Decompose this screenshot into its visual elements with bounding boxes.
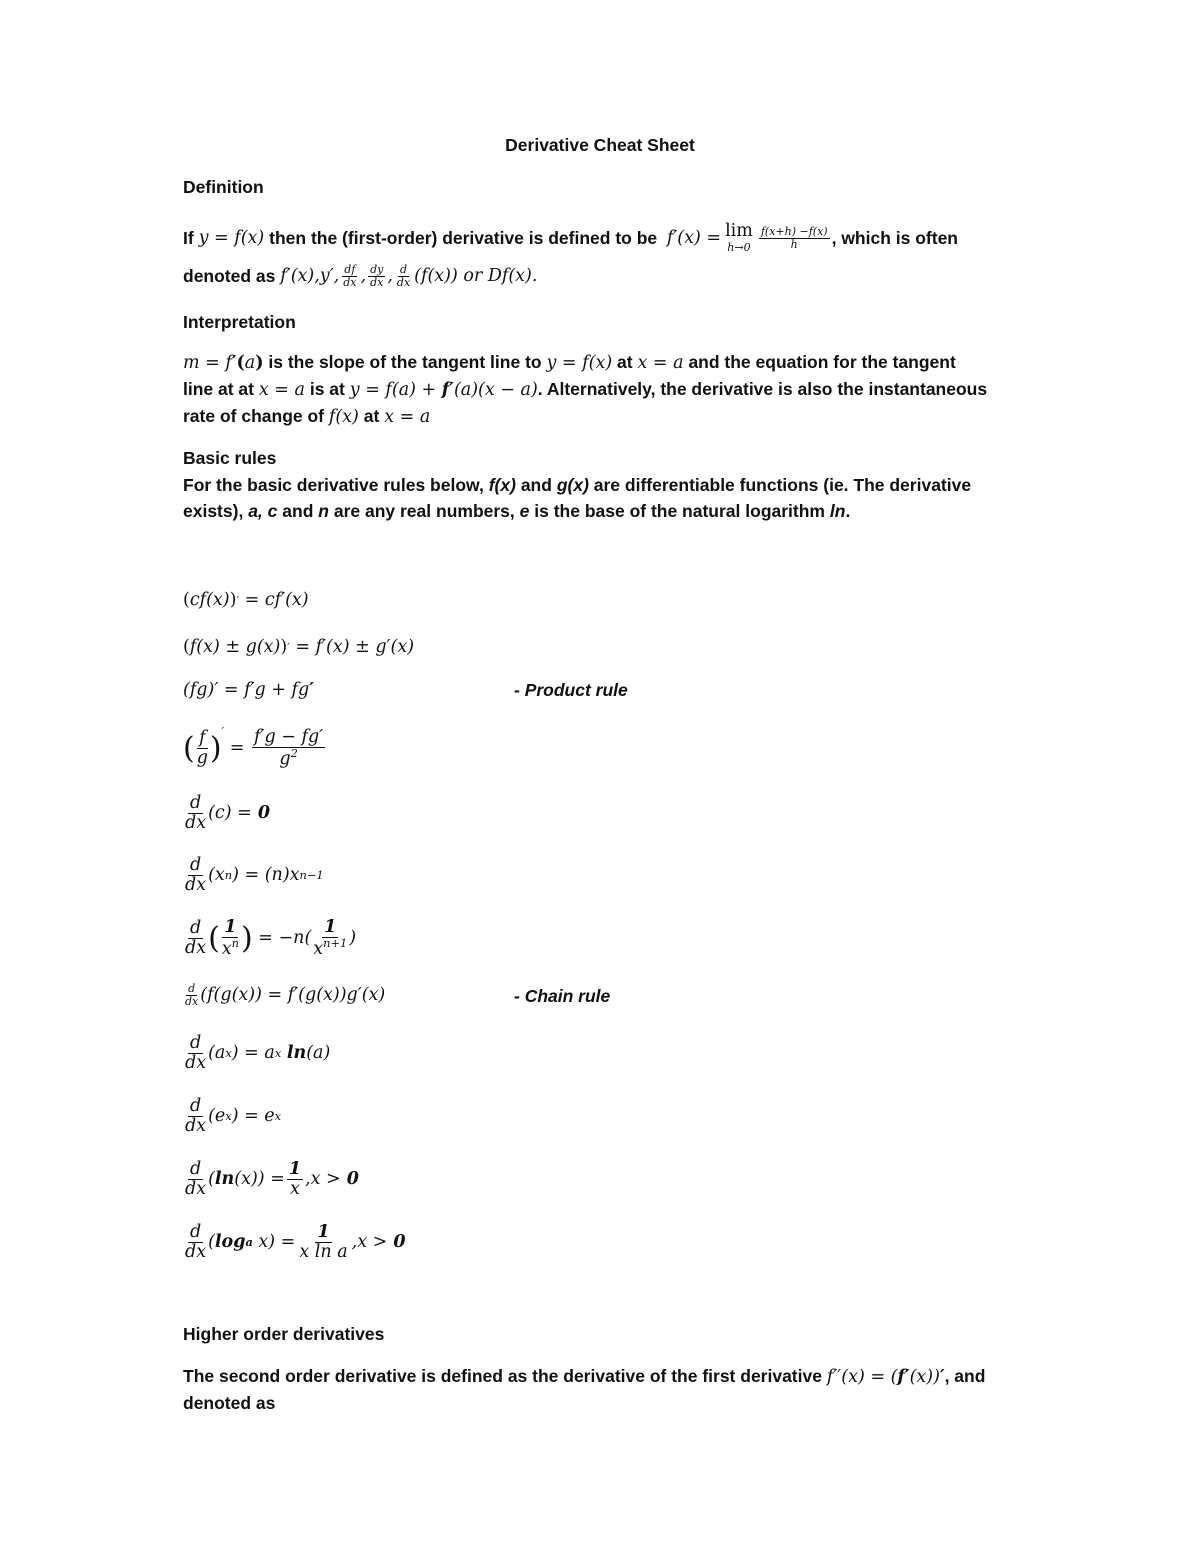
rule-quotient: ( $\frac{f}{g}$ ) ′ = $\frac{f'g - fg'}{g^2}$ <box>183 724 324 769</box>
math-y-eq-fx: y = f(x) <box>198 228 265 248</box>
rule-product: (fg)′ = f′g + fg ′ <box>183 680 314 700</box>
interpretation-line-3: rate of change of f(x) at x = a <box>183 406 431 427</box>
page-title: Derivative Cheat Sheet <box>505 135 695 155</box>
rule-natural-log: $\frac{d}{dx}$ ( ln (x)) = $\frac{1}{x}$ ,x > 0 <box>185 1159 359 1199</box>
definition-heading: Definition <box>183 177 264 197</box>
interpretation-line-1: m = f′(a) is the slope of the tangent line to y = f(x) at x = a and the equation for the tangent <box>183 352 956 373</box>
product-rule-label: - Product rule <box>514 680 628 700</box>
definition-line-1: If y = f(x) then the (first-order) derivative is defined to be f′(x) = lim h→0 $\frac{f(x+h) -f(x)}{h}$ , which is often <box>183 221 958 254</box>
higher-order-line-2: denoted as <box>183 1393 276 1413</box>
interpretation-line-2: line at at x = a is at y = f(a) + f′(a)(x − a). Alternatively, the derivative is also the instantaneous <box>183 379 988 400</box>
definition-line-2: denoted as f′(x),y′, $\frac{df}{dx}$ , $\frac{dy}{dx}$ , $\frac{d}{dx}$ (f(x)) or Df(x). <box>183 262 538 289</box>
math-f-prime-x: f′(x) = <box>666 228 722 248</box>
rule-power: $\frac{d}{dx}$ (x n ) = (n)x n−1 <box>185 855 324 895</box>
rule-log-base-a: $\frac{d}{dx}$ ( log a x) = $\frac{1}{\text{x ln a}}$ ,x > 0 <box>185 1222 406 1262</box>
basic-rules-intro-1: For the basic derivative rules below, f(x) and g(x) are differentiable functions (ie. The derivative <box>183 475 972 495</box>
higher-order-heading: Higher order derivatives <box>183 1324 385 1344</box>
interpretation-heading: Interpretation <box>183 312 296 332</box>
basic-rules-intro-2: exists), a, c and n are any real numbers, e is the base of the natural logarithm ln. <box>183 501 851 521</box>
rule-exponential-e: $\frac{d}{dx}$ (e x ) = e x <box>185 1096 282 1136</box>
rule-constant: $\frac{d}{dx}$ (c) = 0 <box>185 793 271 833</box>
chain-rule-label: - Chain rule <box>514 986 611 1006</box>
rule-constant-multiple: ( cf(x) ) ′ = cf′(x) <box>183 590 309 610</box>
rule-chain: $\frac{d}{dx}$ (f(g(x)) = f′(g(x))g′(x) <box>185 981 386 1008</box>
higher-order-line-1: The second order derivative is defined as the derivative of the first derivative f′′(x) = (f′(x))′, and <box>183 1366 986 1387</box>
math-limit: lim h→0 <box>725 221 753 254</box>
rule-sum-difference: ( f(x) ± g(x) ) ′ = f′(x) ± g′(x) <box>183 637 415 657</box>
basic-rules-heading: Basic rules <box>183 448 277 468</box>
rule-reciprocal-power: $\frac{d}{dx}$ ( $\frac{1}{x^n}$ ) = −n( $\frac{1}{x^{n+1}}$ ) <box>185 917 357 959</box>
rule-exponential-base-a: $\frac{d}{dx}$ (a x ) = a x ln (a) <box>185 1033 331 1073</box>
math-notations: f′(x),y′, <box>280 266 340 286</box>
math-difference-quotient: $\frac{f(x+h) -f(x)}{h}$ <box>760 224 828 251</box>
